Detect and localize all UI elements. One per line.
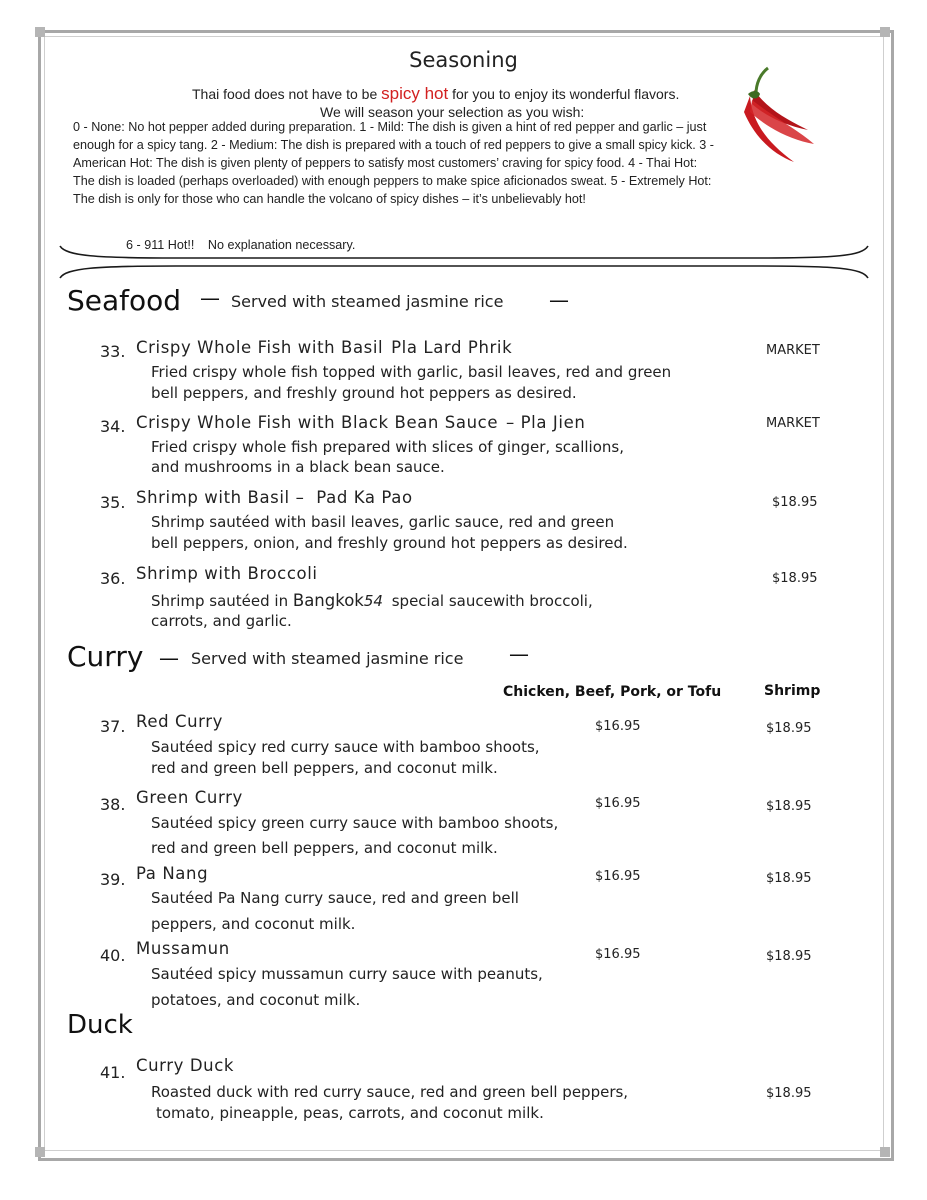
level6-label: 6 - 911 Hot!! xyxy=(126,238,195,252)
spice-level-line: 0 - None: No hot pepper added during preparation. 1 - Mild: The dish is given a hint of red pepper and garlic – just xyxy=(73,120,707,134)
item-name xyxy=(136,338,512,357)
corner-ornament xyxy=(35,27,45,37)
title-dash: — xyxy=(549,288,569,312)
item-name-thai: – Pla Jien xyxy=(505,413,586,432)
item-number: 40. xyxy=(100,946,126,965)
item-description: Sautéed spicy mussamun curry sauce with peanuts, xyxy=(151,965,543,983)
item-price-meat: $16.95 xyxy=(595,719,641,734)
item-price-shrimp: $18.95 xyxy=(766,949,812,964)
section-title-curry: Curry xyxy=(67,640,144,673)
item-name: Curry Duck xyxy=(136,1056,235,1075)
item-description: Fried crispy whole fish prepared with slices of ginger, scallions, xyxy=(151,438,624,456)
level6-desc: No explanation necessary. xyxy=(207,238,356,252)
item-price: MARKET xyxy=(766,416,820,431)
item-number: 34. xyxy=(100,417,126,436)
column-header-meat: Chicken, Beef, Pork, or Tofu xyxy=(503,684,722,700)
item-description: bell peppers, onion, and freshly ground hot peppers as desired. xyxy=(151,534,628,552)
decorative-divider xyxy=(56,240,872,286)
item-description: bell peppers, and freshly ground hot peppers as desired. xyxy=(151,384,577,402)
item-description: Shrimp sautéed with basil leaves, garlic sauce, red and green xyxy=(151,513,615,531)
item-number: 35. xyxy=(100,493,126,512)
item-number: 39. xyxy=(100,870,126,889)
corner-ornament xyxy=(35,1147,45,1157)
item-description xyxy=(151,590,593,612)
item-price-shrimp: $18.95 xyxy=(766,799,812,814)
item-price-shrimp: $18.95 xyxy=(766,721,812,736)
item-price: MARKET xyxy=(766,343,820,358)
spicy-hot-highlight: spicy hot xyxy=(381,84,449,103)
item-name-english: Crispy Whole Fish with Black Bean Sauce xyxy=(136,413,499,432)
item-description: and mushrooms in a black bean sauce. xyxy=(151,458,445,476)
title-dash: — xyxy=(200,286,220,310)
item-description: Sautéed spicy red curry sauce with bamboo shoots, xyxy=(151,738,540,756)
item-price: $18.95 xyxy=(772,571,818,586)
spice-level-line: enough for a spicy tang. 2 - Medium: The dish is prepared with a touch of red peppers to give a small spicy kick. 3 - xyxy=(73,138,714,152)
section-subtitle-curry: Served with steamed jasmine rice xyxy=(191,649,464,668)
desc-text: special sauce xyxy=(391,592,493,610)
title-dash: — xyxy=(509,642,529,666)
section-title-duck: Duck xyxy=(67,1010,133,1040)
seasoning-title: Seasoning xyxy=(409,48,518,72)
item-description: carrots, and garlic. xyxy=(151,612,292,630)
title-dash: — xyxy=(159,646,179,670)
item-description: red and green bell peppers, and coconut milk. xyxy=(151,759,498,777)
item-price-meat: $16.95 xyxy=(595,947,641,962)
seasoning-intro-line2: We will season your selection as you wish: xyxy=(320,104,585,120)
spice-level-line: The dish is only for those who can handle the volcano of spicy dishes – it’s unbelievably hot! xyxy=(73,192,586,206)
item-name-english: Crispy Whole Fish with Basil xyxy=(136,338,384,357)
item-price-meat: $16.95 xyxy=(595,796,641,811)
item-description: peppers, and coconut milk. xyxy=(151,915,356,933)
corner-ornament xyxy=(880,27,890,37)
desc-text: with broccoli, xyxy=(492,592,593,610)
brand-name: Bangkok xyxy=(292,591,364,610)
item-price: $18.95 xyxy=(772,495,818,510)
item-description: red and green bell peppers, and coconut milk. xyxy=(151,839,498,857)
seasoning-intro xyxy=(192,84,679,104)
item-name-english: Shrimp with Broccoli xyxy=(136,564,318,583)
item-price-shrimp: $18.95 xyxy=(766,871,812,886)
item-price-meat: $16.95 xyxy=(595,869,641,884)
item-description: tomato, pineapple, peas, carrots, and coconut milk. xyxy=(156,1104,544,1122)
intro-text: Thai food does not have to be xyxy=(192,86,378,102)
item-name: Pa Nang xyxy=(136,864,209,883)
item-description: Roasted duck with red curry sauce, red and green bell peppers, xyxy=(151,1083,629,1101)
column-header-shrimp: Shrimp xyxy=(764,683,821,699)
item-description: Sautéed Pa Nang curry sauce, red and green bell xyxy=(151,889,519,907)
item-description: Fried crispy whole fish topped with garlic, basil leaves, red and green xyxy=(151,363,672,381)
item-name: Green Curry xyxy=(136,788,243,807)
item-price: $18.95 xyxy=(766,1086,812,1101)
item-name-thai: Pla Lard Phrik xyxy=(391,338,513,357)
spice-level-line: The dish is loaded (perhaps overloaded) with enough peppers to make spice aficionados sweat. 5 - Extremely Hot: xyxy=(73,174,712,188)
corner-ornament xyxy=(880,1147,890,1157)
brand-number: 54 xyxy=(363,592,383,610)
item-number: 41. xyxy=(100,1063,126,1082)
item-name xyxy=(136,488,413,507)
section-title-seafood: Seafood xyxy=(67,284,182,317)
item-description: potatoes, and coconut milk. xyxy=(151,991,361,1009)
item-number: 38. xyxy=(100,795,126,814)
item-number: 37. xyxy=(100,717,126,736)
section-subtitle-seafood: Served with steamed jasmine rice xyxy=(231,292,504,311)
spice-level-line: American Hot: The dish is given plenty of peppers to satisfy most customers’ craving for spicy food. 4 - Thai Hot: xyxy=(73,156,698,170)
item-number: 36. xyxy=(100,569,126,588)
item-name: Red Curry xyxy=(136,712,224,731)
item-name-thai: Pad Ka Pao xyxy=(316,488,413,507)
item-number: 33. xyxy=(100,342,126,361)
desc-text: Shrimp sautéed in xyxy=(151,592,289,610)
item-description: Sautéed spicy green curry sauce with bamboo shoots, xyxy=(151,814,559,832)
item-name xyxy=(136,413,585,432)
intro-text: for you to enjoy its wonderful flavors. xyxy=(452,86,680,102)
item-name-english: Shrimp with Basil – xyxy=(136,488,305,507)
item-name: Mussamun xyxy=(136,939,230,958)
